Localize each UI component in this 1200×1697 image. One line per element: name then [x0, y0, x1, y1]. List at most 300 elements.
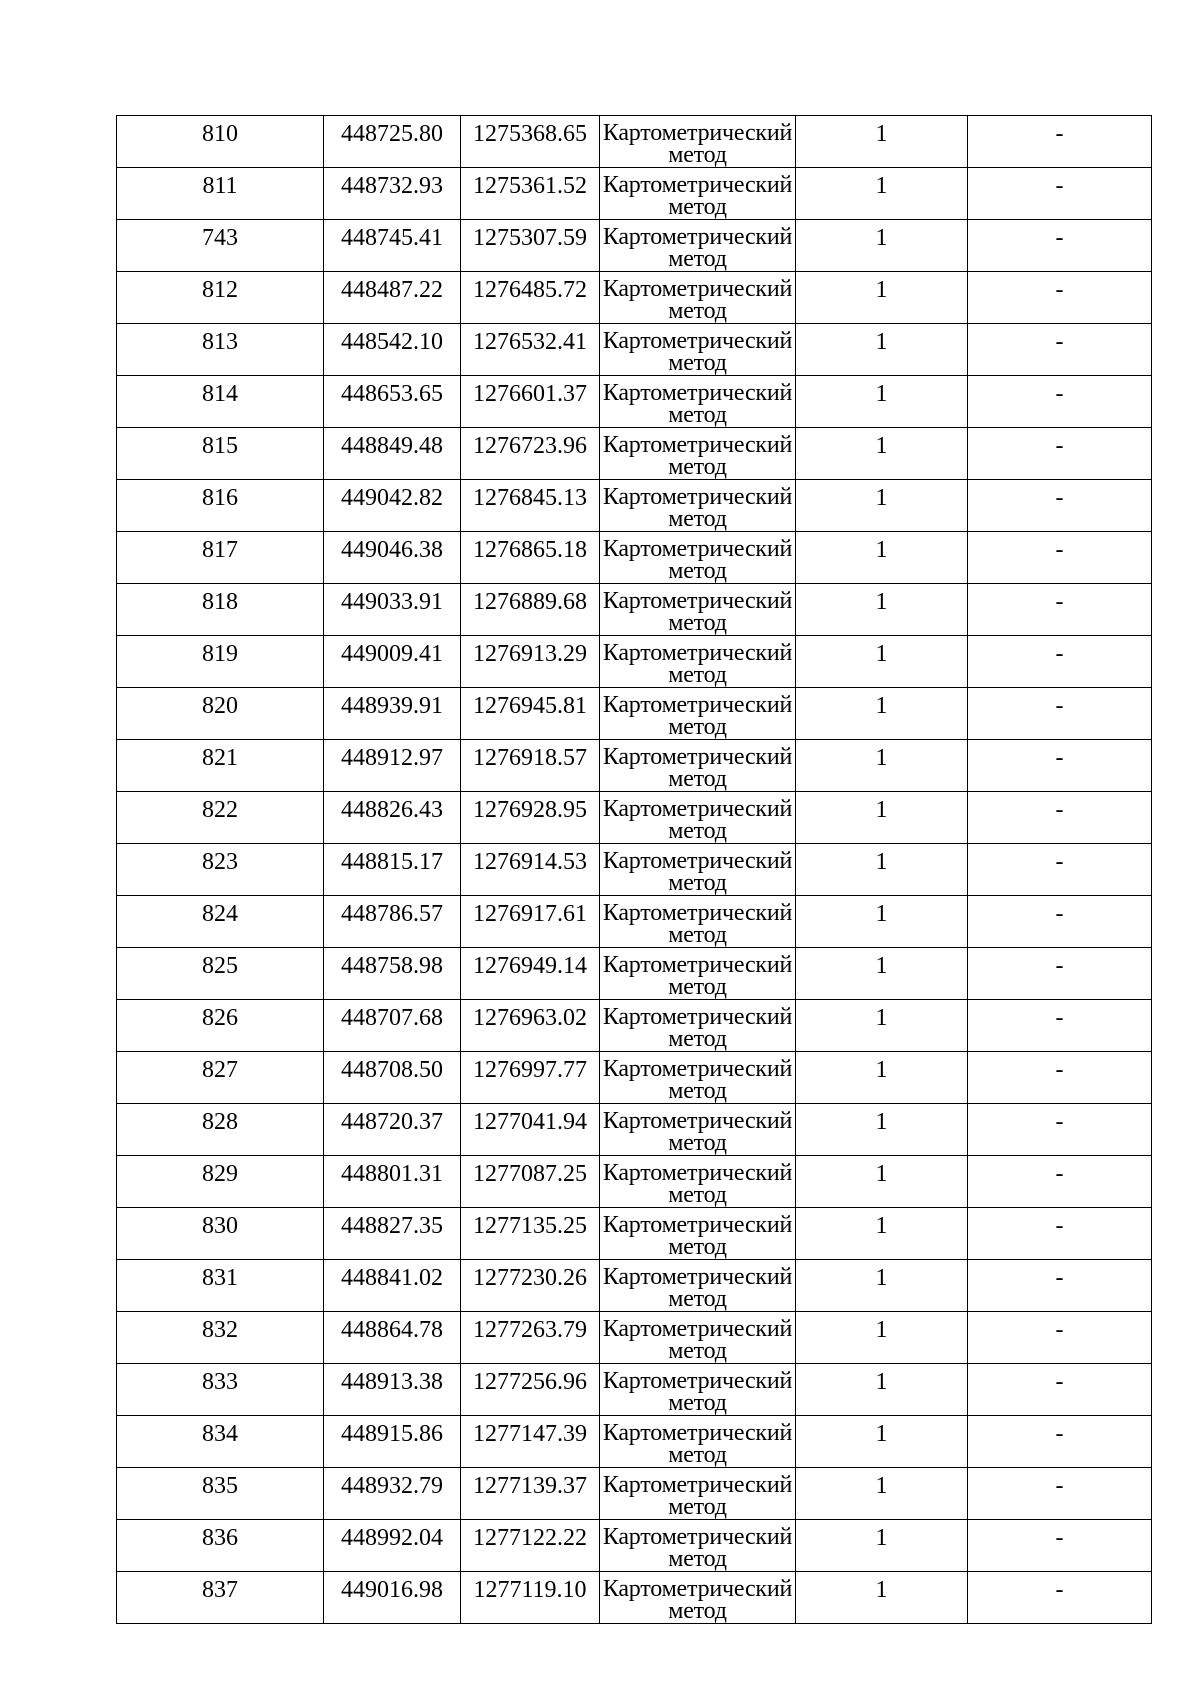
table-row: [117, 272, 1152, 324]
point-number-cell: [117, 168, 324, 220]
y-coordinate: 1276949.14: [473, 953, 587, 979]
x-coordinate-cell: [324, 220, 461, 272]
note-value: -: [1055, 277, 1064, 303]
y-coordinate-cell: [461, 1468, 600, 1520]
point-number-cell: [117, 1468, 324, 1520]
accuracy-value: 1: [875, 329, 888, 355]
accuracy-value: 1: [875, 589, 888, 615]
note-cell: [968, 1468, 1152, 1520]
method-cell: [600, 428, 796, 480]
y-coordinate-cell: [461, 948, 600, 1000]
x-coordinate-cell: [324, 532, 461, 584]
method-cell: [600, 584, 796, 636]
y-coordinate-cell: [461, 1364, 600, 1416]
point-number: 833: [202, 1369, 238, 1395]
point-number: 821: [202, 745, 238, 771]
accuracy-cell: [796, 1416, 968, 1468]
method-cell: [600, 1572, 796, 1624]
accuracy-value: 1: [875, 485, 888, 511]
y-coordinate: 1276914.53: [473, 849, 587, 875]
accuracy-value: 1: [875, 1369, 888, 1395]
accuracy-value: 1: [875, 1265, 888, 1291]
method-text: [600, 1468, 795, 1519]
method-line-1: Картометрический: [602, 380, 793, 406]
method-line-1: Картометрический: [602, 224, 793, 250]
accuracy-cell: [796, 272, 968, 324]
method-line-1: Картометрический: [602, 1212, 793, 1238]
method-text: [600, 116, 795, 167]
x-coordinate: 449033.91: [341, 589, 443, 615]
x-coordinate-cell: [324, 740, 461, 792]
table-row: [117, 168, 1152, 220]
accuracy-value: 1: [875, 277, 888, 303]
y-coordinate-cell: [461, 532, 600, 584]
y-coordinate: 1277147.39: [473, 1421, 587, 1447]
method-line-2: метод: [668, 714, 727, 740]
point-number-cell: [117, 1104, 324, 1156]
method-line-2: метод: [668, 1234, 727, 1260]
accuracy-value: 1: [875, 121, 888, 147]
y-coordinate-cell: [461, 896, 600, 948]
y-coordinate-cell: [461, 1416, 600, 1468]
accuracy-value: 1: [875, 173, 888, 199]
note-cell: [968, 220, 1152, 272]
accuracy-value: 1: [875, 745, 888, 771]
y-coordinate: 1277230.26: [473, 1265, 587, 1291]
y-coordinate-cell: [461, 376, 600, 428]
accuracy-cell: [796, 480, 968, 532]
method-text: [600, 1156, 795, 1207]
method-cell: [600, 792, 796, 844]
accuracy-cell: [796, 584, 968, 636]
method-line-2: метод: [668, 1286, 727, 1312]
note-cell: [968, 428, 1152, 480]
y-coordinate-cell: [461, 1520, 600, 1572]
point-number: 836: [202, 1525, 238, 1551]
method-text: [600, 636, 795, 687]
point-number-cell: [117, 1416, 324, 1468]
x-coordinate-cell: [324, 1104, 461, 1156]
note-value: -: [1055, 381, 1064, 407]
point-number-cell: [117, 532, 324, 584]
method-cell: [600, 1364, 796, 1416]
y-coordinate: 1277256.96: [473, 1369, 587, 1395]
note-cell: [968, 1052, 1152, 1104]
method-cell: [600, 116, 796, 168]
y-coordinate: 1276945.81: [473, 693, 587, 719]
method-text: [600, 1520, 795, 1571]
x-coordinate: 448827.35: [341, 1213, 443, 1239]
note-value: -: [1055, 953, 1064, 979]
accuracy-cell: [796, 636, 968, 688]
note-cell: [968, 1104, 1152, 1156]
point-number: 826: [202, 1005, 238, 1031]
note-value: -: [1055, 797, 1064, 823]
x-coordinate: 448849.48: [341, 433, 443, 459]
y-coordinate-cell: [461, 1208, 600, 1260]
note-cell: [968, 896, 1152, 948]
method-text: [600, 324, 795, 375]
accuracy-value: 1: [875, 381, 888, 407]
note-value: -: [1055, 1057, 1064, 1083]
method-line-2: метод: [668, 1078, 727, 1104]
y-coordinate-cell: [461, 220, 600, 272]
method-line-1: Картометрический: [602, 276, 793, 302]
accuracy-value: 1: [875, 1473, 888, 1499]
x-coordinate: 448826.43: [341, 797, 443, 823]
x-coordinate-cell: [324, 272, 461, 324]
y-coordinate-cell: [461, 1000, 600, 1052]
y-coordinate: 1276913.29: [473, 641, 587, 667]
accuracy-cell: [796, 1000, 968, 1052]
note-cell: [968, 1312, 1152, 1364]
x-coordinate: 448864.78: [341, 1317, 443, 1343]
method-line-1: Картометрический: [602, 328, 793, 354]
point-number: 837: [202, 1577, 238, 1603]
point-number: 814: [202, 381, 238, 407]
table-row: [117, 376, 1152, 428]
accuracy-cell: [796, 220, 968, 272]
method-line-2: метод: [668, 350, 727, 376]
method-cell: [600, 324, 796, 376]
note-cell: [968, 1520, 1152, 1572]
x-coordinate-cell: [324, 168, 461, 220]
x-coordinate-cell: [324, 584, 461, 636]
method-line-1: Картометрический: [602, 900, 793, 926]
accuracy-value: 1: [875, 1109, 888, 1135]
x-coordinate-cell: [324, 1260, 461, 1312]
method-line-1: Картометрический: [602, 432, 793, 458]
y-coordinate: 1276601.37: [473, 381, 587, 407]
note-value: -: [1055, 173, 1064, 199]
table-row: [117, 1000, 1152, 1052]
method-line-1: Картометрический: [602, 1108, 793, 1134]
note-value: -: [1055, 693, 1064, 719]
method-line-2: метод: [668, 454, 727, 480]
table-row: [117, 688, 1152, 740]
method-text: [600, 1416, 795, 1467]
method-line-1: Картометрический: [602, 484, 793, 510]
method-line-2: метод: [668, 298, 727, 324]
point-number: 830: [202, 1213, 238, 1239]
x-coordinate: 448758.98: [341, 953, 443, 979]
note-value: -: [1055, 433, 1064, 459]
method-line-1: Картометрический: [602, 1576, 793, 1602]
point-number: 824: [202, 901, 238, 927]
table-row: [117, 532, 1152, 584]
y-coordinate: 1276845.13: [473, 485, 587, 511]
note-value: -: [1055, 537, 1064, 563]
method-line-1: Картометрический: [602, 1056, 793, 1082]
method-line-2: метод: [668, 1442, 727, 1468]
x-coordinate: 448786.57: [341, 901, 443, 927]
point-number: 827: [202, 1057, 238, 1083]
table-row: [117, 844, 1152, 896]
accuracy-value: 1: [875, 433, 888, 459]
point-number-cell: [117, 116, 324, 168]
method-text: [600, 688, 795, 739]
accuracy-cell: [796, 428, 968, 480]
method-text: [600, 1052, 795, 1103]
x-coordinate-cell: [324, 428, 461, 480]
method-cell: [600, 1052, 796, 1104]
x-coordinate: 448815.17: [341, 849, 443, 875]
x-coordinate-cell: [324, 1208, 461, 1260]
accuracy-value: 1: [875, 1161, 888, 1187]
x-coordinate: 448542.10: [341, 329, 443, 355]
note-cell: [968, 324, 1152, 376]
accuracy-cell: [796, 1104, 968, 1156]
accuracy-cell: [796, 1468, 968, 1520]
method-line-1: Картометрический: [602, 1004, 793, 1030]
table-row: [117, 1208, 1152, 1260]
method-line-2: метод: [668, 194, 727, 220]
method-line-2: метод: [668, 818, 727, 844]
method-cell: [600, 1104, 796, 1156]
note-value: -: [1055, 1317, 1064, 1343]
note-cell: [968, 1416, 1152, 1468]
accuracy-value: 1: [875, 641, 888, 667]
point-number: 812: [202, 277, 238, 303]
x-coordinate-cell: [324, 792, 461, 844]
method-cell: [600, 1208, 796, 1260]
note-cell: [968, 688, 1152, 740]
x-coordinate: 448745.41: [341, 225, 443, 251]
point-number-cell: [117, 948, 324, 1000]
accuracy-value: 1: [875, 797, 888, 823]
method-text: [600, 376, 795, 427]
y-coordinate: 1276485.72: [473, 277, 587, 303]
x-coordinate: 448653.65: [341, 381, 443, 407]
x-coordinate-cell: [324, 1156, 461, 1208]
accuracy-cell: [796, 1052, 968, 1104]
note-cell: [968, 116, 1152, 168]
method-line-1: Картометрический: [602, 1264, 793, 1290]
note-value: -: [1055, 485, 1064, 511]
method-cell: [600, 1000, 796, 1052]
table-row: [117, 1156, 1152, 1208]
method-text: [600, 480, 795, 531]
method-line-2: метод: [668, 662, 727, 688]
point-number: 828: [202, 1109, 238, 1135]
method-line-1: Картометрический: [602, 796, 793, 822]
method-line-2: метод: [668, 870, 727, 896]
method-text: [600, 1312, 795, 1363]
x-coordinate-cell: [324, 1052, 461, 1104]
point-number: 816: [202, 485, 238, 511]
y-coordinate: 1277087.25: [473, 1161, 587, 1187]
x-coordinate: 448932.79: [341, 1473, 443, 1499]
accuracy-cell: [796, 1208, 968, 1260]
point-number-cell: [117, 1000, 324, 1052]
method-text: [600, 1000, 795, 1051]
method-line-1: Картометрический: [602, 1524, 793, 1550]
y-coordinate: 1275361.52: [473, 173, 587, 199]
x-coordinate-cell: [324, 948, 461, 1000]
method-cell: [600, 1156, 796, 1208]
y-coordinate: 1276723.96: [473, 433, 587, 459]
accuracy-cell: [796, 376, 968, 428]
table-row: [117, 1572, 1152, 1624]
method-cell: [600, 1520, 796, 1572]
x-coordinate-cell: [324, 116, 461, 168]
y-coordinate-cell: [461, 1260, 600, 1312]
point-number: 817: [202, 537, 238, 563]
table-row: [117, 1260, 1152, 1312]
method-cell: [600, 740, 796, 792]
method-text: [600, 584, 795, 635]
y-coordinate: 1277135.25: [473, 1213, 587, 1239]
x-coordinate-cell: [324, 480, 461, 532]
point-number-cell: [117, 376, 324, 428]
point-number: 832: [202, 1317, 238, 1343]
method-cell: [600, 220, 796, 272]
accuracy-cell: [796, 1520, 968, 1572]
x-coordinate: 448913.38: [341, 1369, 443, 1395]
point-number-cell: [117, 1572, 324, 1624]
method-line-1: Картометрический: [602, 536, 793, 562]
y-coordinate: 1276865.18: [473, 537, 587, 563]
note-cell: [968, 636, 1152, 688]
table-row: [117, 480, 1152, 532]
y-coordinate-cell: [461, 1104, 600, 1156]
accuracy-value: 1: [875, 1525, 888, 1551]
method-line-1: Картометрический: [602, 1316, 793, 1342]
table-row: [117, 220, 1152, 272]
point-number-cell: [117, 896, 324, 948]
accuracy-value: 1: [875, 901, 888, 927]
y-coordinate: 1277119.10: [473, 1577, 587, 1603]
x-coordinate-cell: [324, 376, 461, 428]
accuracy-cell: [796, 948, 968, 1000]
note-value: -: [1055, 1161, 1064, 1187]
point-number-cell: [117, 220, 324, 272]
accuracy-cell: [796, 1364, 968, 1416]
table-row: [117, 1312, 1152, 1364]
method-text: [600, 1260, 795, 1311]
y-coordinate-cell: [461, 1156, 600, 1208]
method-text: [600, 740, 795, 791]
note-cell: [968, 168, 1152, 220]
x-coordinate: 448487.22: [341, 277, 443, 303]
table-row: [117, 1364, 1152, 1416]
x-coordinate: 448720.37: [341, 1109, 443, 1135]
method-text: [600, 1208, 795, 1259]
accuracy-value: 1: [875, 693, 888, 719]
method-line-1: Картометрический: [602, 640, 793, 666]
accuracy-value: 1: [875, 1005, 888, 1031]
method-text: [600, 844, 795, 895]
method-text: [600, 792, 795, 843]
point-number-cell: [117, 272, 324, 324]
accuracy-cell: [796, 1156, 968, 1208]
method-cell: [600, 532, 796, 584]
x-coordinate: 448708.50: [341, 1057, 443, 1083]
y-coordinate: 1275368.65: [473, 121, 587, 147]
method-text: [600, 220, 795, 271]
accuracy-cell: [796, 168, 968, 220]
method-line-1: Картометрический: [602, 744, 793, 770]
method-text: [600, 272, 795, 323]
table-row: [117, 1416, 1152, 1468]
method-cell: [600, 1260, 796, 1312]
point-number: 822: [202, 797, 238, 823]
note-value: -: [1055, 589, 1064, 615]
accuracy-cell: [796, 688, 968, 740]
point-number-cell: [117, 584, 324, 636]
table-row: [117, 740, 1152, 792]
note-value: -: [1055, 641, 1064, 667]
method-cell: [600, 1312, 796, 1364]
point-number-cell: [117, 1312, 324, 1364]
note-cell: [968, 1208, 1152, 1260]
method-cell: [600, 688, 796, 740]
note-value: -: [1055, 1265, 1064, 1291]
method-line-2: метод: [668, 1494, 727, 1520]
x-coordinate: 448992.04: [341, 1525, 443, 1551]
point-number-cell: [117, 636, 324, 688]
point-number: 819: [202, 641, 238, 667]
method-line-2: метод: [668, 1130, 727, 1156]
x-coordinate: 448707.68: [341, 1005, 443, 1031]
y-coordinate-cell: [461, 272, 600, 324]
point-number: 818: [202, 589, 238, 615]
point-number: 834: [202, 1421, 238, 1447]
y-coordinate-cell: [461, 584, 600, 636]
note-value: -: [1055, 1525, 1064, 1551]
x-coordinate-cell: [324, 636, 461, 688]
table-row: [117, 792, 1152, 844]
accuracy-value: 1: [875, 1421, 888, 1447]
method-cell: [600, 636, 796, 688]
accuracy-cell: [796, 532, 968, 584]
point-number-cell: [117, 844, 324, 896]
method-line-1: Картометрический: [602, 1472, 793, 1498]
note-value: -: [1055, 1369, 1064, 1395]
note-value: -: [1055, 1005, 1064, 1031]
x-coordinate: 448801.31: [341, 1161, 443, 1187]
method-text: [600, 168, 795, 219]
accuracy-value: 1: [875, 537, 888, 563]
note-value: -: [1055, 901, 1064, 927]
method-line-2: метод: [668, 610, 727, 636]
method-cell: [600, 480, 796, 532]
y-coordinate: 1276997.77: [473, 1057, 587, 1083]
y-coordinate: 1276963.02: [473, 1005, 587, 1031]
y-coordinate: 1277122.22: [473, 1525, 587, 1551]
y-coordinate-cell: [461, 1312, 600, 1364]
x-coordinate: 448939.91: [341, 693, 443, 719]
point-number: 829: [202, 1161, 238, 1187]
x-coordinate-cell: [324, 1364, 461, 1416]
y-coordinate-cell: [461, 688, 600, 740]
x-coordinate-cell: [324, 896, 461, 948]
note-cell: [968, 1364, 1152, 1416]
method-line-2: метод: [668, 766, 727, 792]
x-coordinate: 449009.41: [341, 641, 443, 667]
method-text: [600, 532, 795, 583]
y-coordinate-cell: [461, 428, 600, 480]
y-coordinate: 1276889.68: [473, 589, 587, 615]
accuracy-value: 1: [875, 1317, 888, 1343]
table-row: [117, 324, 1152, 376]
y-coordinate: 1277263.79: [473, 1317, 587, 1343]
point-number: 823: [202, 849, 238, 875]
y-coordinate-cell: [461, 480, 600, 532]
x-coordinate: 448912.97: [341, 745, 443, 771]
table-row: [117, 896, 1152, 948]
point-number-cell: [117, 480, 324, 532]
